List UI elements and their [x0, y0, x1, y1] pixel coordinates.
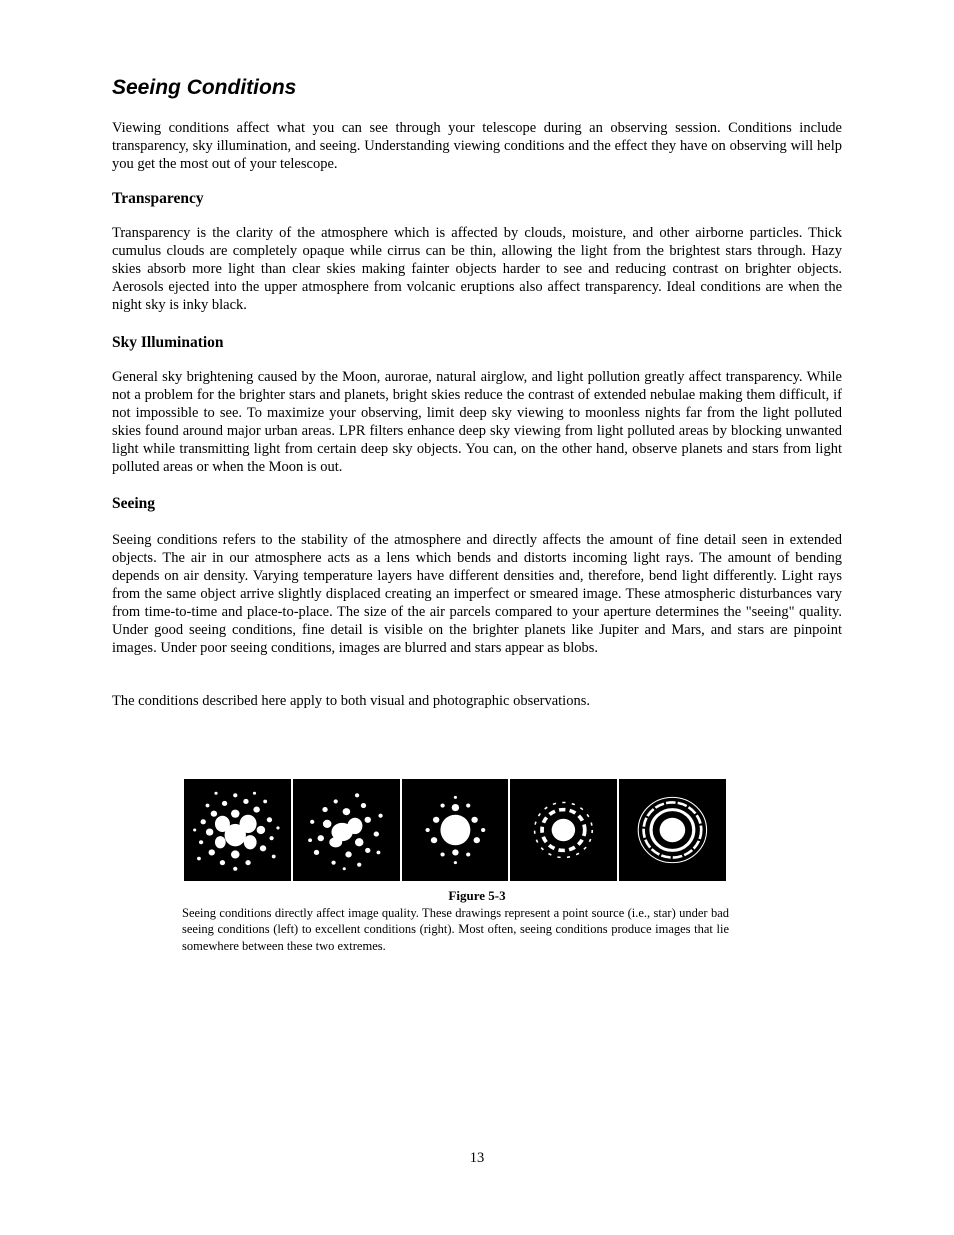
- seeing-panel-good: [510, 779, 617, 881]
- seeing-panel-average: [402, 779, 509, 881]
- figure-label: Figure 5-3: [448, 888, 506, 903]
- paragraph-sky-illumination: General sky brightening caused by the Moon, aurorae, natural airglow, and light pollution greatly affect transparency. While not a problem for the brighter stars and planets, bright skies reduce the contrast of extended nebulae making them difficult, if not impossible to see. To maximize your observing, limit deep sky viewing to moonless nights far from the light polluted skies found around major urban areas. LPR filters enhance deep sky viewing from light polluted areas by blocking unwanted light while transmitting light from certain deep sky objects. You can, on the other hand, observe planets and stars from light polluted areas or when the Moon is out.: [112, 369, 842, 475]
- seeing-panel-poor: [293, 779, 400, 881]
- page-number: 13: [469, 1150, 485, 1166]
- intro-paragraph: Viewing conditions affect what you can see through your telescope during an observing session. Conditions include transparency, sky illumination, and seeing. Understanding viewing conditions and the effect they have on observing will help you get the most out of your telescope.: [112, 120, 842, 172]
- page-title: Seeing Conditions: [112, 76, 297, 99]
- closing-paragraph: The conditions described here apply to both visual and photographic observations.: [112, 693, 590, 709]
- heading-sky-illumination: Sky Illumination: [112, 334, 224, 351]
- seeing-panel-very-poor: [184, 779, 291, 881]
- figure-caption: Seeing conditions directly affect image quality. These drawings represent a point source (i.e., star) under bad seeing conditions (left) to excellent conditions (right). Most often, seeing conditions produce images that lie somewhere between these two extremes.: [182, 906, 729, 953]
- seeing-panel-excellent: [619, 779, 726, 881]
- paragraph-transparency: Transparency is the clarity of the atmosphere which is affected by clouds, moisture, and other airborne particles. Thick cumulus clouds are completely opaque while cirrus can be thin, allowing the light from the brightest stars through. Hazy skies absorb more light than clear skies making fainter objects harder to see and reducing contrast on brighter objects. Aerosols ejected into the upper atmosphere from volcanic eruptions also affect transparency. Ideal conditions are when the night sky is inky black.: [112, 225, 842, 313]
- paragraph-seeing: Seeing conditions refers to the stability of the atmosphere and directly affects the amount of fine detail seen in extended objects. The air in our atmosphere acts as a lens which bends and distorts incoming light rays. The amount of bending depends on air density. Varying temperature layers have different densities and, therefore, bend light differently. Light rays from the same object arrive slightly displaced creating an imperfect or smeared image. These atmospheric disturbances vary from time-to-time and place-to-place. The size of the air parcels compared to your aperture determines the "seeing" quality. Under good seeing conditions, fine detail is visible on the brighter planets like Jupiter and Mars, and stars are pinpoint images. Under poor seeing conditions, images are blurred and stars appear as blobs.: [112, 532, 842, 656]
- heading-transparency: Transparency: [112, 190, 204, 207]
- heading-seeing: Seeing: [112, 495, 156, 512]
- seeing-figure-strip: [184, 779, 726, 881]
